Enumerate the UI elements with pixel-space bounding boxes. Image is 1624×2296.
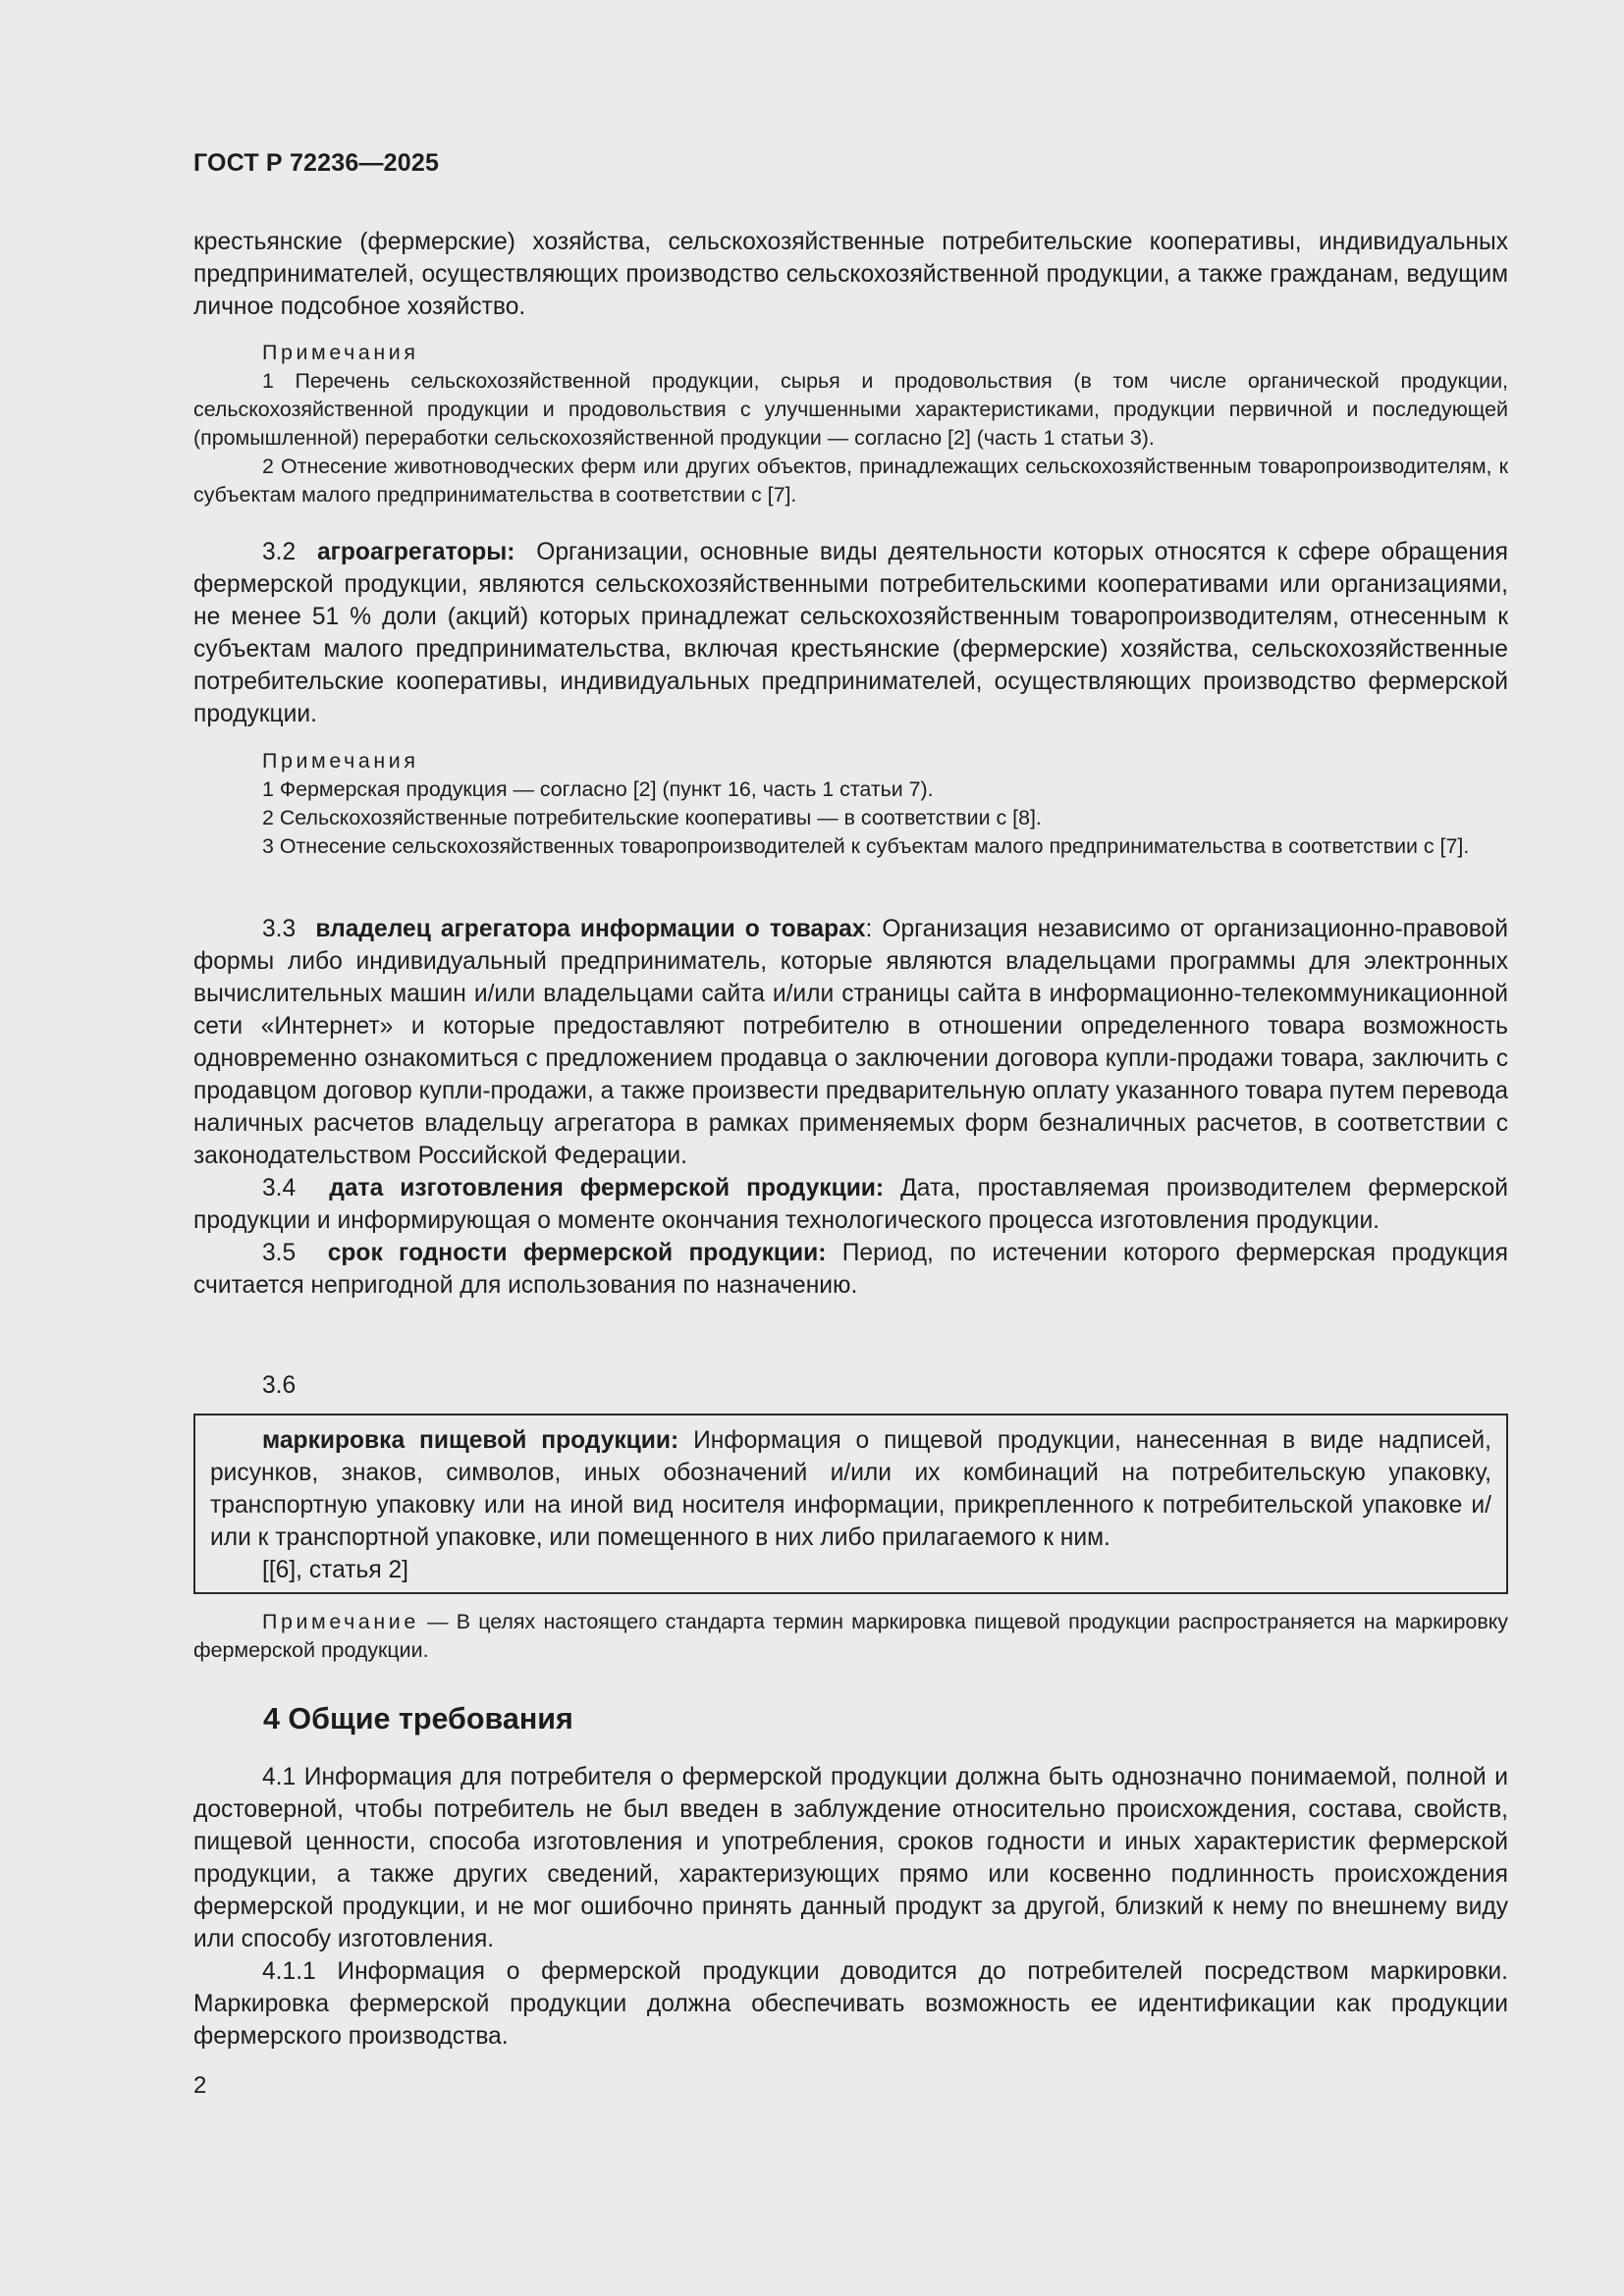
term-number: 3.4 <box>262 1175 297 1201</box>
term-3-3 <box>193 913 1508 1172</box>
note-item: 1 Перечень сельскохозяйственной продукции, сырья и продовольствия (в том числе органической продукции, сельскохозяйственной продукции и продовольствия с улучшенными характеристиками, продукции первичной и последующей (промышленной) переработки сельскохозяйственной продукции — согласно [2] (часть 1 статьи 3). <box>193 369 1508 450</box>
term-3-5 <box>193 1237 1508 1302</box>
note-item: 1 Фермерская продукция — согласно [2] (пункт 16, часть 1 статьи 7). <box>262 777 934 801</box>
notes-heading: Примечания <box>262 341 419 364</box>
term-3-6-number: 3.6 <box>262 1372 297 1399</box>
term-number: 3.5 <box>262 1240 297 1266</box>
term-title: дата изготовления фермерской продукции: <box>329 1175 885 1201</box>
intro-paragraph: крестьянские (фермерские) хозяйства, сельскохозяйственные потребительские кооперативы, индивидуальных предпринимателей, осуществляющих производство сельскохозяйственной продукции, а также гражданам, ведущим личное подсобное хозяйство. <box>193 229 1508 320</box>
term-title: владелец агрегатора информации о товарах <box>315 916 866 942</box>
term-number: 3.2 <box>262 539 297 565</box>
term-title: маркировка пищевой продукции: <box>262 1427 679 1454</box>
term-number: 3.3 <box>262 916 297 942</box>
term-3-6-box <box>193 1414 1508 1594</box>
term-title: агроагрегаторы: <box>316 539 515 565</box>
term-3-4 <box>193 1172 1508 1237</box>
note-text: — В целях настоящего стандарта термин маркировка пищевой продукции распространяется на маркировку фермерской продукции. <box>193 1610 1508 1662</box>
term-definition: Период, по истечении которого фермерская продукция считается непригодной для использования по назначению. <box>193 1240 1508 1299</box>
term-source: [[6], статья 2] <box>262 1557 409 1583</box>
note-single <box>193 1608 1508 1665</box>
section-title: 4 Общие требования <box>263 1702 573 1735</box>
document-header: ГОСТ Р 72236—2025 <box>193 149 440 177</box>
term-definition: Дата, проставляемая производителем фермерской продукции и информирующая о моменте окончания технологического процесса изготовления продукции. <box>193 1175 1508 1234</box>
term-title: срок годности фермерской продукции: <box>327 1240 827 1266</box>
page-number: 2 <box>193 2072 207 2099</box>
term-definition: Информация о пищевой продукции, нанесенная в виде надписей, рисунков, знаков, символов, иных обозначений и/или их комбинаций на потребительскую упаковку, транспортную упаковку или на иной вид носителя информации, прикрепленного к потребительской упаковке и/или к транспортной упаковке, или помещенного в них либо прилагаемого к ним. <box>210 1427 1491 1551</box>
term-3-2 <box>193 536 1508 730</box>
term-definition: Организации, основные виды деятельности которых относятся к сфере обращения фермерской продукции, являются сельскохозяйственными потребительскими кооперативами или организациями, не менее 51 % доли (акций) которых принадлежат сельскохозяйственным товаропроизводителям, отнесенным к субъектам малого предпринимательства, включая крестьянские (фермерские) хозяйства, сельскохозяйственные потребительские кооперативы, индивидуальных предпринимателей, осуществляющих производство фермерской продукции. <box>193 539 1508 727</box>
notes-block-1 <box>193 339 1508 509</box>
note-item: 3 Отнесение сельскохозяйственных товаропроизводителей к субъектам малого предпринимательства в соответствии с [7]. <box>262 834 1470 858</box>
notes-heading: Примечание <box>262 1610 419 1633</box>
paragraph-4-1: 4.1 Информация для потребителя о фермерской продукции должна быть однозначно понимаемой, полной и достоверной, чтобы потребитель не был введен в заблуждение относительно происхождения, состава, свойств, пищевой ценности, способа изготовления и употребления, сроков годности и иных характеристик фермерской продукции, а также других сведений, характеризующих прямо или косвенно подлинность происхождения фермерской продукции, и не мог ошибочно принять данный продукт за другой, близкий к нему по внешнему виду или способу изготовления. <box>193 1764 1508 1952</box>
section-4-paragraphs <box>193 1761 1508 2053</box>
note-item: 2 Отнесение животноводческих ферм или других объектов, принадлежащих сельскохозяйственным товаропроизводителям, к субъектам малого предпринимательства в соответствии с [7]. <box>193 454 1508 507</box>
notes-block-2 <box>193 747 1469 861</box>
term-definition: : Организация независимо от организационно-правовой формы либо индивидуальный предприниматель, которые являются владельцами программы для электронных вычислительных машин и/или владельцами сайта и/или страницы сайта в информационно-телекоммуникационной сети «Интернет» и которые предоставляют потребителю в отношении определенного товара возможность одновременно ознакомиться с предложением продавца о заключении договора купли-продажи товара, заключить с продавцом договор купли-продажи, а также произвести предварительную оплату указанного товара путем перевода наличных расчетов владельцу агрегатора в рамках применяемых форм безналичных расчетов, в соответствии с законодательством Российской Федерации. <box>193 916 1508 1169</box>
paragraph-4-1-1: 4.1.1 Информация о фермерской продукции доводится до потребителей посредством маркировки. Маркировка фермерской продукции должна обеспечивать возможность ее идентификации как продукции фермерского производства. <box>193 1958 1508 2050</box>
terms-3-3-to-3-5 <box>193 913 1508 1302</box>
notes-heading: Примечания <box>262 749 419 773</box>
note-item: 2 Сельскохозяйственные потребительские кооперативы — в соответствии с [8]. <box>262 806 1042 829</box>
